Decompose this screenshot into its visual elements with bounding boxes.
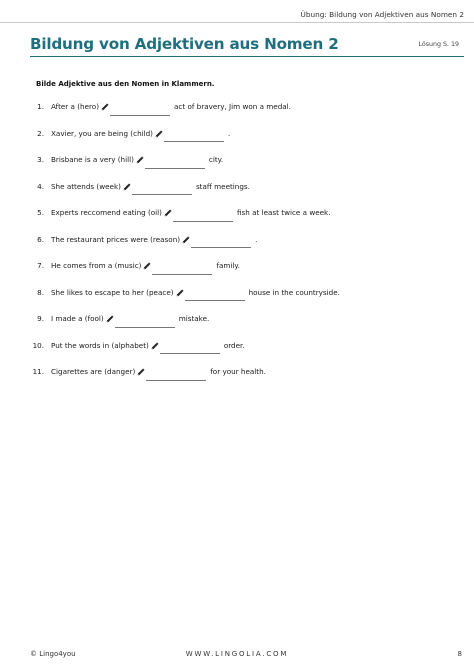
exercise-item <box>0 99 474 115</box>
exercise-sentence <box>51 152 223 168</box>
sentence-end: order. <box>223 340 245 350</box>
answer-blank[interactable] <box>160 341 220 354</box>
exercise-sentence <box>51 232 257 248</box>
pencil-icon <box>176 289 184 297</box>
pencil-icon <box>151 342 159 350</box>
answer-blank[interactable] <box>110 103 170 116</box>
sentence-start: The restaurant prices were (reason) <box>51 234 181 244</box>
footer-website: WWW.LINGOLIA.COM <box>185 650 289 658</box>
pencil-icon <box>155 130 163 138</box>
sentence-start: Experts reccomend eating (oil) <box>51 208 162 217</box>
sentence-start: She likes to escape to her (peace) <box>51 287 174 297</box>
answer-blank[interactable] <box>132 182 192 195</box>
page-title: Bildung von Adjektiven aus Nomen 2 <box>30 35 339 53</box>
exercise-sentence <box>51 126 230 142</box>
exercise-sentence <box>51 179 250 195</box>
exercise-item <box>0 179 474 195</box>
exercise-item <box>0 338 474 354</box>
sentence-end: staff meetings. <box>195 181 250 191</box>
instruction-text: Bilde Adjektive aus den Nomen in Klammern. <box>36 80 215 88</box>
pencil-icon <box>182 236 190 244</box>
exercise-item <box>0 205 474 221</box>
answer-blank[interactable] <box>164 129 224 142</box>
answer-blank[interactable] <box>185 288 245 301</box>
sentence-start: I made a (fool) <box>51 314 104 323</box>
exercise-number: 8. <box>37 287 44 297</box>
answer-blank[interactable] <box>173 209 233 222</box>
footer-copyright: © Lingo4you <box>30 650 76 658</box>
sentence-start: Xavier, you are being (child) <box>51 128 153 138</box>
pencil-icon <box>123 183 131 191</box>
exercise-item <box>0 152 474 168</box>
sentence-end: mistake. <box>178 314 210 323</box>
exercise-number: 7. <box>37 261 44 270</box>
sentence-end: family. <box>216 261 240 270</box>
exercise-item <box>0 126 474 142</box>
page-number: 8 <box>457 650 462 658</box>
sentence-end: city. <box>208 155 224 164</box>
sentence-start: Brisbane is a very (hill) <box>51 155 134 164</box>
sentence-start: After a (hero) <box>51 102 100 111</box>
answer-blank[interactable] <box>191 235 251 248</box>
sentence-start: Cigarettes are (danger) <box>51 367 136 376</box>
exercise-number: 6. <box>37 234 44 244</box>
exercise-number: 9. <box>37 314 44 323</box>
exercise-header-label: Übung: Bildung von Adjektiven aus Nomen 2 <box>300 10 464 19</box>
exercise-sentence <box>51 311 209 327</box>
answer-blank[interactable] <box>115 315 175 328</box>
pencil-icon <box>137 368 145 376</box>
sentence-start: Put the words in (alphabet) <box>51 340 149 350</box>
sentence-end: . <box>227 128 231 138</box>
header-divider <box>0 22 474 23</box>
exercise-item <box>0 232 474 248</box>
exercise-item <box>0 364 474 380</box>
exercise-number: 3. <box>37 155 44 164</box>
answer-blank[interactable] <box>152 262 212 275</box>
pencil-icon <box>106 315 114 323</box>
title-divider <box>30 56 464 57</box>
exercise-number: 11. <box>32 367 44 376</box>
pencil-icon <box>101 103 109 111</box>
exercise-number: 2. <box>37 128 44 138</box>
exercise-sentence <box>51 99 291 115</box>
exercise-sentence <box>51 285 340 301</box>
sentence-end: for your health. <box>210 367 266 376</box>
pencil-icon <box>164 209 172 217</box>
sentence-end: . <box>255 234 258 244</box>
exercise-item <box>0 285 474 301</box>
exercise-sentence <box>51 205 331 221</box>
sentence-end: act of bravery, Jim won a medal. <box>174 102 291 111</box>
sentence-end: fish at least twice a week. <box>236 208 331 217</box>
sentence-start: She attends (week) <box>51 181 121 191</box>
sentence-start: He comes from a (music) <box>51 261 142 270</box>
solution-reference: Lösung S. 19 <box>418 41 459 48</box>
pencil-icon <box>143 262 151 270</box>
exercise-sentence <box>51 364 266 380</box>
exercise-item <box>0 258 474 274</box>
exercise-number: 5. <box>37 208 44 217</box>
exercise-number: 10. <box>32 340 44 350</box>
exercise-sentence <box>51 338 245 354</box>
exercise-sentence <box>51 258 240 274</box>
exercise-item <box>0 311 474 327</box>
pencil-icon <box>136 156 144 164</box>
answer-blank[interactable] <box>145 156 205 169</box>
answer-blank[interactable] <box>146 368 206 381</box>
sentence-end: house in the countryside. <box>248 287 340 297</box>
exercise-number: 1. <box>37 102 44 111</box>
exercise-number: 4. <box>37 181 44 191</box>
